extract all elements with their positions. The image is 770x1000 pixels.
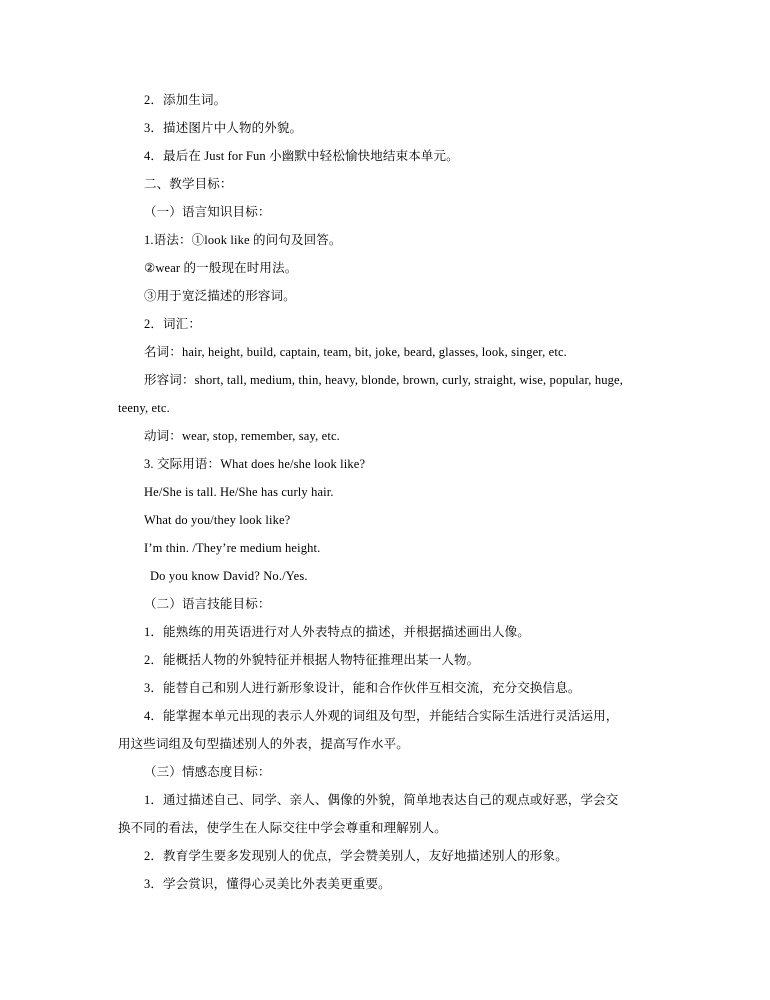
vocabulary-adjectives: 形容词：short, tall, medium, thin, heavy, blonde, brown, curly, straight, wise, popular, huge,: [144, 373, 624, 387]
vocabulary-heading: 2．词汇：: [144, 317, 202, 331]
skills-item-1: 1．能熟练的用英语进行对人外表特点的描述，并根据描述画出人像。: [144, 625, 530, 639]
communication-example-1: He/She is tall. He/She has curly hair.: [144, 485, 334, 499]
subsection-heading-emotional-attitude: （三）情感态度目标：: [144, 765, 271, 779]
communication-heading: 3. 交际用语：What does he/she look like?: [144, 457, 366, 471]
attitude-item-1-continued: 换不同的看法，使学生在人际交往中学会尊重和理解别人。: [118, 821, 447, 835]
attitude-item-3: 3．学会赏识，懂得心灵美比外表美更重要。: [144, 877, 391, 891]
list-item-just-for-fun: 4．最后在 Just for Fun 小幽默中轻松愉快地结束本单元。: [144, 149, 459, 163]
section-heading-teaching-goals: 二、教学目标：: [144, 177, 233, 191]
skills-item-3: 3．能替自己和别人进行新形象设计，能和合作伙伴互相交流，充分交换信息。: [144, 681, 581, 695]
subsection-heading-language-skills: （二）语言技能目标：: [144, 597, 271, 611]
communication-example-3: I’m thin. /They’re medium height.: [144, 541, 321, 555]
attitude-item-1: 1．通过描述自己、同学、亲人、偶像的外貌，简单地表达自己的观点或好恶，学会交: [144, 793, 619, 807]
vocabulary-verbs: 动词：wear, stop, remember, say, etc.: [144, 429, 340, 443]
attitude-item-2: 2．教育学生要多发现别人的优点，学会赞美别人，友好地描述别人的形象。: [144, 849, 568, 863]
skills-item-4: 4．能掌握本单元出现的表示人外观的词组及句型，并能结合实际生活进行灵活运用，: [144, 709, 619, 723]
list-item-add-vocabulary: 2．添加生词。: [144, 93, 227, 107]
grammar-item-1: 1.语法：①look like 的问句及回答。: [144, 233, 342, 247]
skills-item-4-continued: 用这些词组及句型描述别人的外表，提高写作水平。: [118, 737, 409, 751]
subsection-heading-language-knowledge: （一）语言知识目标：: [144, 205, 271, 219]
communication-example-2: What do you/they look like?: [144, 513, 291, 527]
vocabulary-adjectives-continued: teeny, etc.: [118, 401, 170, 415]
list-item-describe-pictures: 3．描述图片中人物的外貌。: [144, 121, 303, 135]
skills-item-2: 2．能概括人物的外貌特征并根据人物特征推理出某一人物。: [144, 653, 480, 667]
vocabulary-nouns: 名词：hair, height, build, captain, team, bit, joke, beard, glasses, look, singer, etc.: [144, 345, 567, 359]
grammar-item-3: ③用于宽泛描述的形容词。: [144, 289, 296, 303]
communication-example-4: Do you know David? No./Yes.: [150, 569, 308, 583]
grammar-item-2: ②wear 的一般现在时用法。: [144, 261, 298, 275]
